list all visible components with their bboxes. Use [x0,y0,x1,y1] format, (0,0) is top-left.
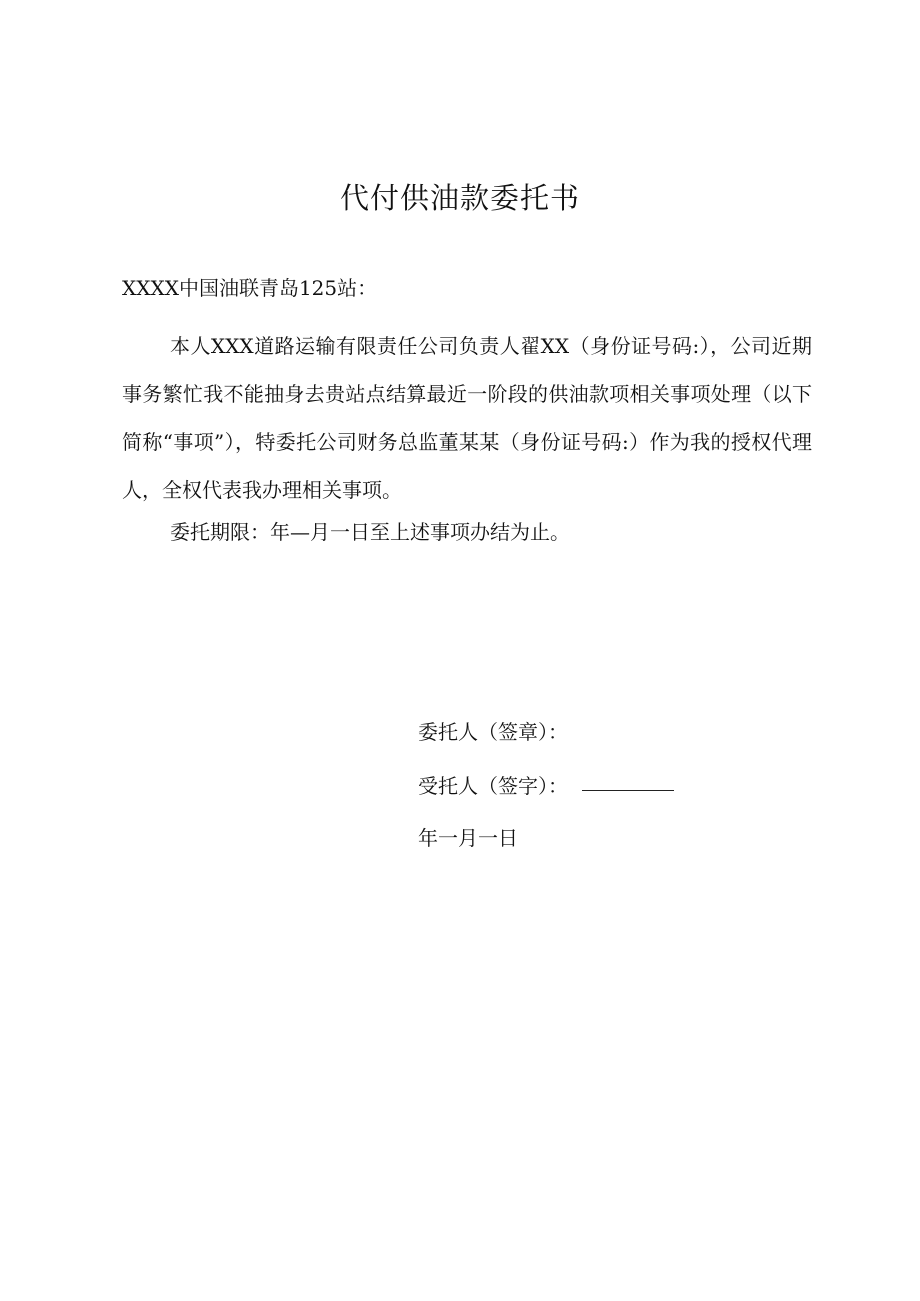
body-paragraph: 本人XXX道路运输有限责任公司负责人翟XX（身份证号码:），公司近期事务繁忙我不能抽身去贵站点结算最近一阶段的供油款项相关事项处理（以下简称“事项”），特委托公司财务总监董某某（身份证号码:）作为我的授权代理人，全权代表我办理相关事项。 [122,334,812,502]
principal-signature-line [418,716,568,748]
agent-signature-line [418,770,674,802]
principal-signature-label: 委托人（签章）： [418,720,568,744]
term-paragraph: 委托期限：年—月一日至上述事项办结为止。 [170,520,570,544]
signature-blank [582,789,674,791]
agent-signature-label: 受托人（签字）： [418,774,568,798]
signature-date: 年一月一日 [418,826,518,850]
document-title: 代付供油款委托书 [339,181,580,215]
salutation: XXXX中国油联青岛125站： [122,276,378,300]
